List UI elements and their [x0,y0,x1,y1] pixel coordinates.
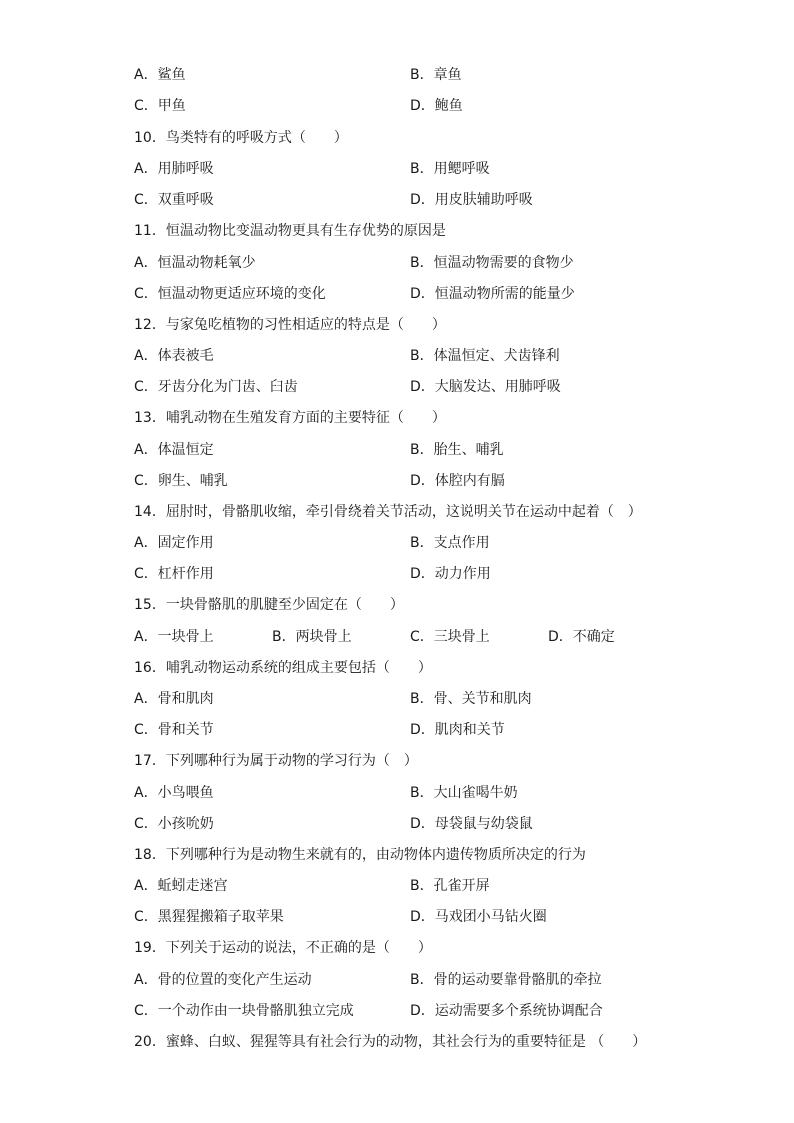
q19-stem-row [0,936,794,960]
q19-row-1 [0,968,794,992]
q16-option-a[interactable]: A．骨和肌肉 [134,691,214,707]
q14-stem: 14．屈肘时，骨骼肌收缩，牵引骨绕着关节活动，这说明关节在运动中起着（ ） [134,504,642,520]
q12-option-a[interactable]: A．体表被毛 [134,348,214,364]
q11-row-1 [0,251,794,275]
q9-row-1 [0,63,794,87]
q18-option-c[interactable]: C．黑猩猩搬箱子取苹果 [134,909,284,925]
q19-option-b[interactable]: B．骨的运动要靠骨骼肌的牵拉 [410,972,602,988]
q13-stem: 13．哺乳动物在生殖发育方面的主要特征（ ） [134,410,446,426]
q13-option-c[interactable]: C．卵生、哺乳 [134,473,228,489]
q10-row-2 [0,188,794,212]
q9-option-b[interactable]: B．章鱼 [410,67,462,83]
q16-row-2 [0,718,794,742]
q19-row-2 [0,999,794,1023]
q18-option-a[interactable]: A．蚯蚓走迷宫 [134,878,228,894]
q12-option-d[interactable]: D．大脑发达、用肺呼吸 [410,379,561,395]
q9-option-a[interactable]: A．鲨鱼 [134,67,186,83]
q14-option-b[interactable]: B．支点作用 [410,535,490,551]
q18-row-1 [0,874,794,898]
q13-option-d[interactable]: D．体腔内有膈 [410,473,505,489]
q14-row-1 [0,531,794,555]
q13-stem-row [0,406,794,430]
q11-option-b[interactable]: B．恒温动物需要的食物少 [410,255,574,271]
q19-option-d[interactable]: D．运动需要多个系统协调配合 [410,1003,603,1019]
q13-row-1 [0,438,794,462]
q15-option-b[interactable]: B．两块骨上 [272,629,352,645]
q12-stem-row [0,313,794,337]
q16-row-1 [0,687,794,711]
q14-option-a[interactable]: A．固定作用 [134,535,214,551]
q16-option-d[interactable]: D．肌肉和关节 [410,722,505,738]
q20-stem: 20．蜜蜂、白蚁、猩猩等具有社会行为的动物，其社会行为的重要特征是 （ ） [134,1034,647,1050]
q13-row-2 [0,469,794,493]
q16-option-c[interactable]: C．骨和关节 [134,722,214,738]
q16-stem: 16．哺乳动物运动系统的组成主要包括（ ） [134,660,432,676]
q17-row-1 [0,781,794,805]
q11-option-a[interactable]: A．恒温动物耗氧少 [134,255,256,271]
q18-stem-row [0,843,794,867]
q11-option-c[interactable]: C．恒温动物更适应环境的变化 [134,286,326,302]
q14-option-c[interactable]: C．杠杆作用 [134,566,214,582]
q17-option-c[interactable]: C．小孩吮奶 [134,816,214,832]
q11-stem-row [0,219,794,243]
q18-option-b[interactable]: B．孔雀开屏 [410,878,490,894]
q11-stem: 11．恒温动物比变温动物更具有生存优势的原因是 [134,223,446,239]
q10-option-d[interactable]: D．用皮肤辅助呼吸 [410,192,533,208]
q10-row-1 [0,157,794,181]
q15-row-1 [0,625,794,649]
q17-stem: 17．下列哪种行为属于动物的学习行为（ ） [134,753,418,769]
q10-option-c[interactable]: C．双重呼吸 [134,192,214,208]
q11-row-2 [0,282,794,306]
q19-option-c[interactable]: C．一个动作由一块骨骼肌独立完成 [134,1003,354,1019]
q20-stem-row [0,1030,794,1054]
q9-option-c[interactable]: C．甲鱼 [134,98,186,114]
q9-row-2 [0,94,794,118]
q11-option-d[interactable]: D．恒温动物所需的能量少 [410,286,575,302]
q10-option-a[interactable]: A．用肺呼吸 [134,161,214,177]
q16-stem-row [0,656,794,680]
q12-row-2 [0,375,794,399]
q18-stem: 18．下列哪种行为是动物生来就有的，由动物体内遗传物质所决定的行为 [134,847,586,863]
q12-option-c[interactable]: C．牙齿分化为门齿、臼齿 [134,379,298,395]
q15-stem-row [0,593,794,617]
q12-stem: 12．与家兔吃植物的习性相适应的特点是（ ） [134,317,446,333]
q15-option-d[interactable]: D．不确定 [548,629,615,645]
q10-stem: 10．鸟类特有的呼吸方式（ ） [134,130,348,146]
q16-option-b[interactable]: B．骨、关节和肌肉 [410,691,532,707]
q13-option-b[interactable]: B．胎生、哺乳 [410,442,504,458]
q19-stem: 19．下列关于运动的说法，不正确的是（ ） [134,940,432,956]
q17-stem-row [0,749,794,773]
q9-option-d[interactable]: D．鲍鱼 [410,98,463,114]
q14-row-2 [0,562,794,586]
q17-option-d[interactable]: D．母袋鼠与幼袋鼠 [410,816,533,832]
q10-option-b[interactable]: B．用鳃呼吸 [410,161,490,177]
q14-stem-row [0,500,794,524]
q15-option-c[interactable]: C．三块骨上 [410,629,490,645]
q14-option-d[interactable]: D．动力作用 [410,566,491,582]
q12-option-b[interactable]: B．体温恒定、犬齿锋利 [410,348,560,364]
q18-row-2 [0,905,794,929]
q15-option-a[interactable]: A．一块骨上 [134,629,214,645]
q17-option-b[interactable]: B．大山雀喝牛奶 [410,785,518,801]
q13-option-a[interactable]: A．体温恒定 [134,442,214,458]
q17-row-2 [0,812,794,836]
q12-row-1 [0,344,794,368]
q18-option-d[interactable]: D．马戏团小马钻火圈 [410,909,547,925]
q19-option-a[interactable]: A．骨的位置的变化产生运动 [134,972,312,988]
q10-stem-row [0,126,794,150]
q15-stem: 15．一块骨骼肌的肌腱至少固定在（ ） [134,597,404,613]
q17-option-a[interactable]: A．小鸟喂鱼 [134,785,214,801]
